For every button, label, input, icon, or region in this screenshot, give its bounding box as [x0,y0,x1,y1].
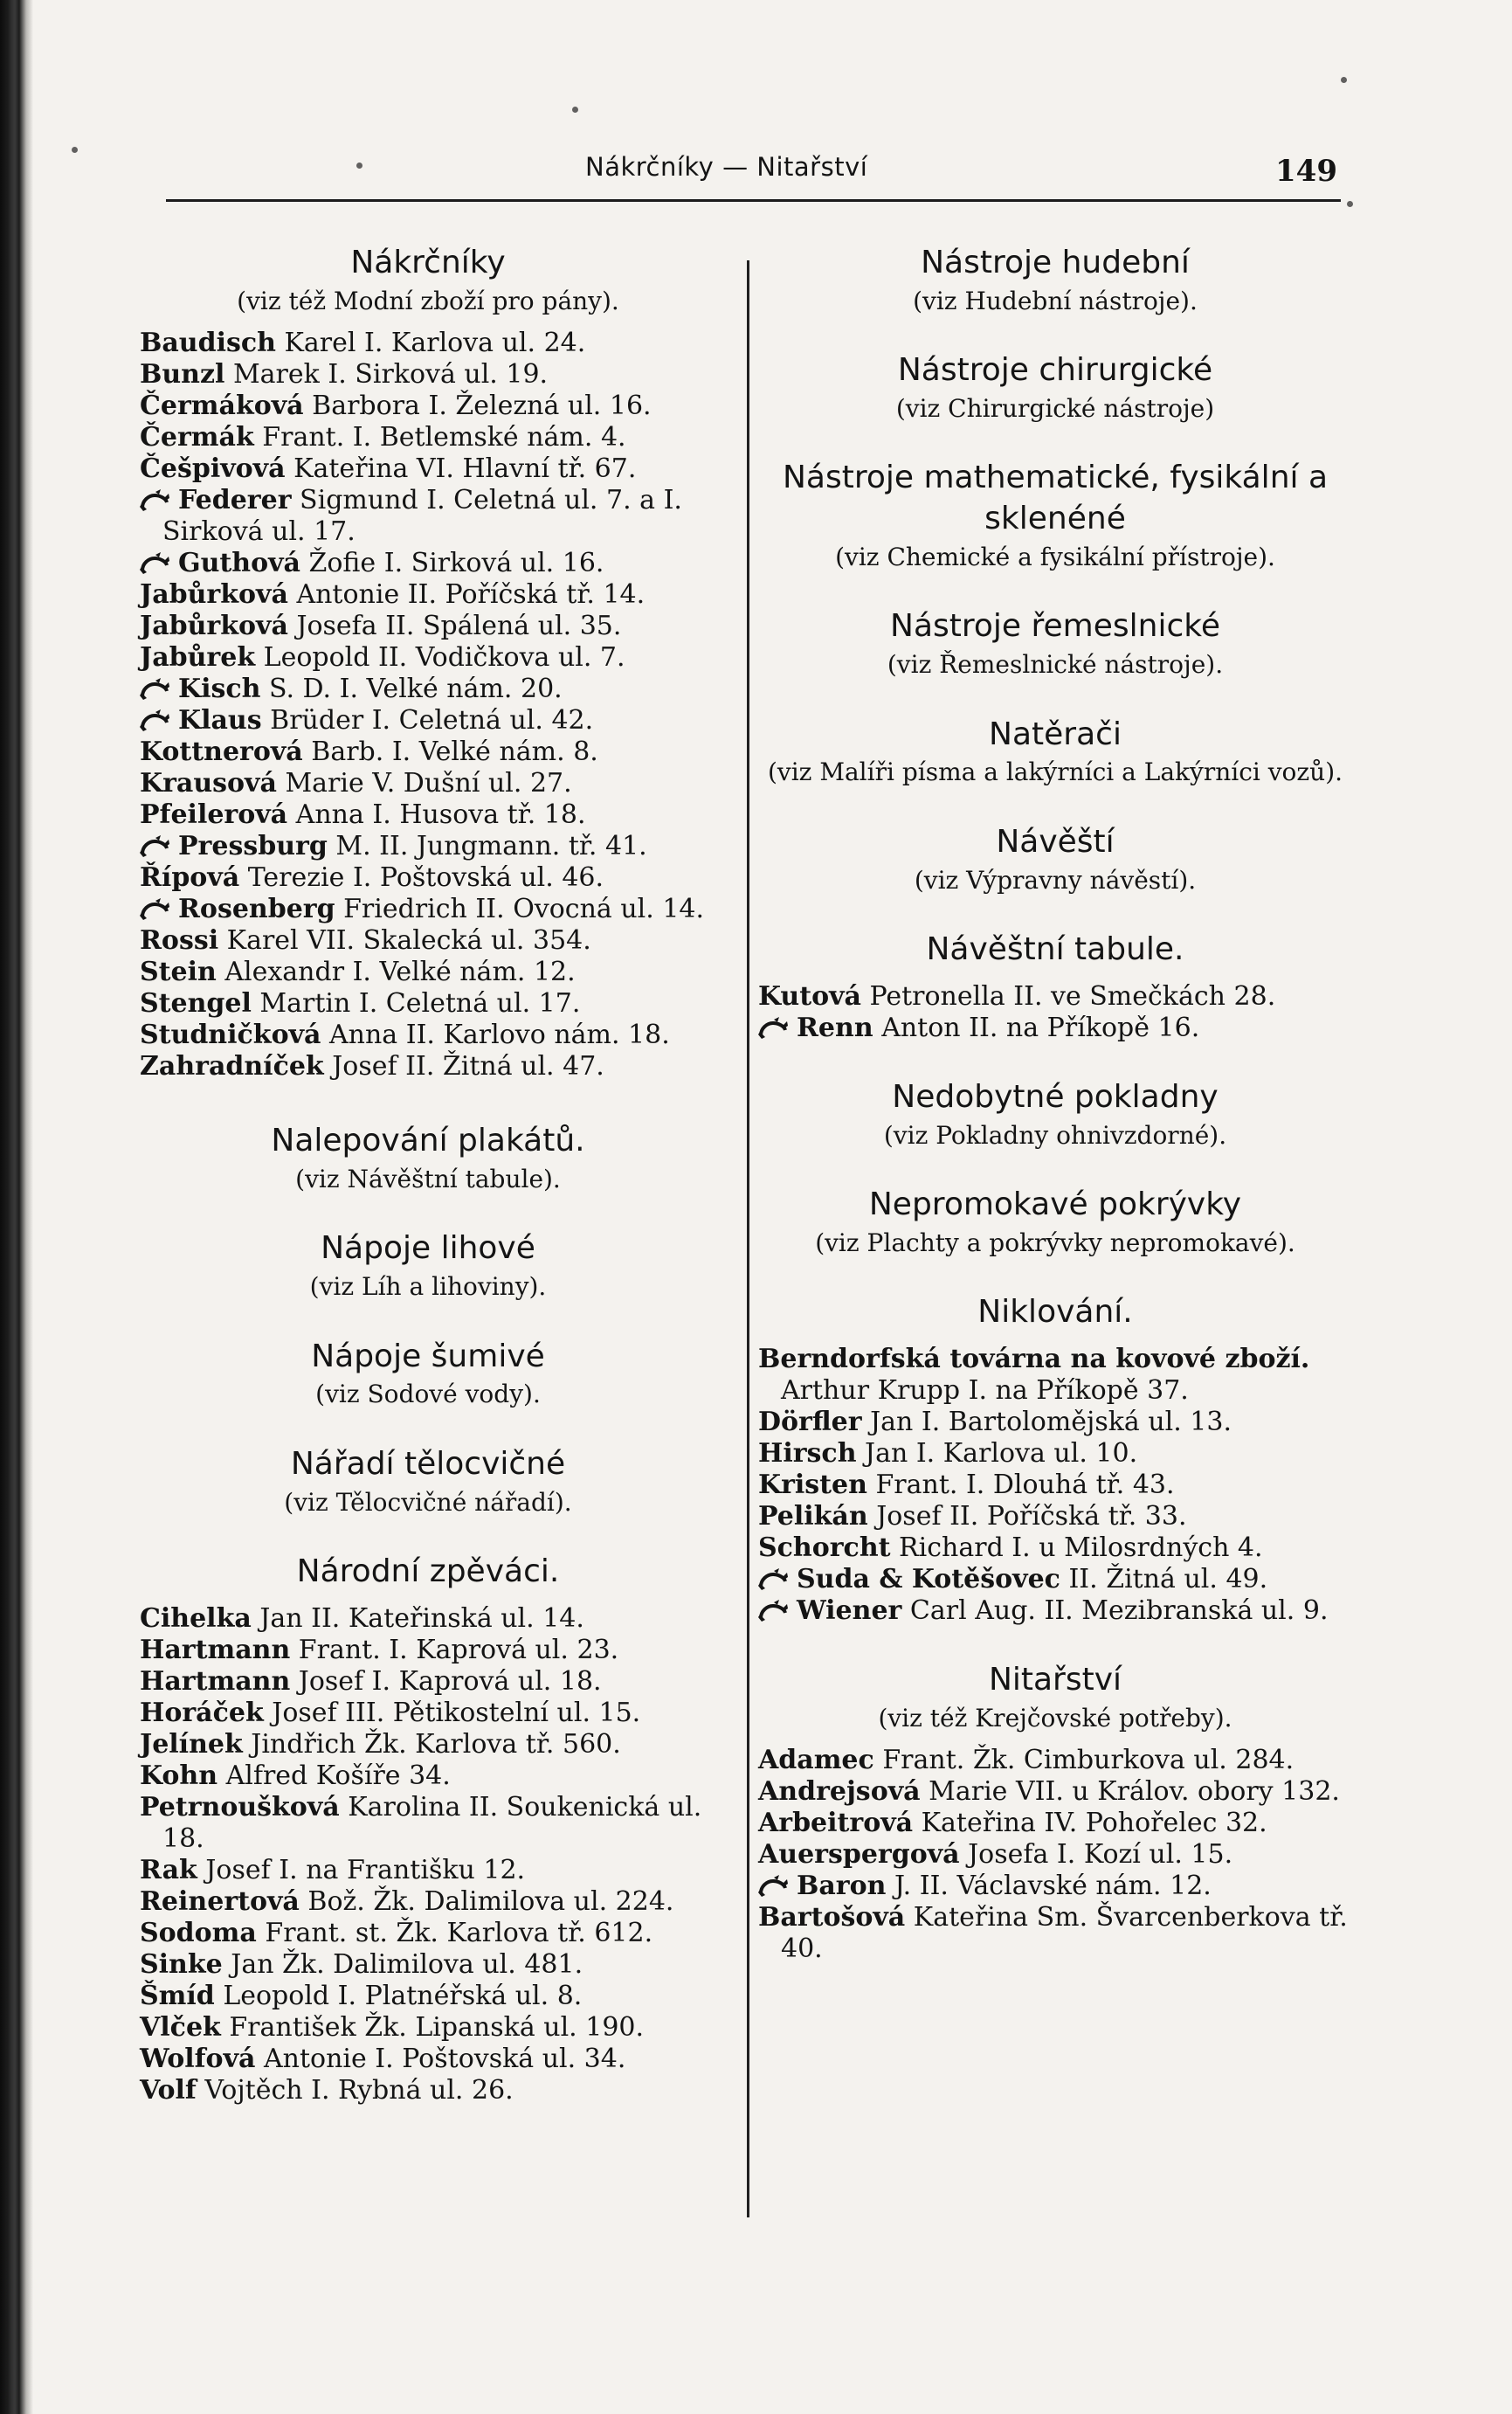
cross-reference: (viz též Modní zboží pro pány). [237,286,619,315]
entry-address: Bož. Žk. Dalimilova ul. 224. [299,1885,674,1917]
directory-entry [140,799,716,831]
telephone-icon [140,488,169,511]
entry-name: Dörfler [758,1406,862,1437]
section-heading: Nářadí tělocvičné [290,1445,566,1482]
entry-address: Jindřich Žk. Karlova tř. 560. [242,1728,621,1760]
entry-name: Andrejsová [758,1776,921,1808]
entry-address: Petronella II. ve Smečkách 28. [860,980,1276,1012]
entry-name: Wolfová [140,2043,256,2074]
entry-name: Řípová [140,862,240,894]
directory-section [140,1337,716,1411]
telephone-icon [140,709,169,731]
entry-name: Renn [797,1012,873,1043]
telephone-icon [758,1567,788,1590]
directory-entry [140,957,716,988]
entry-address: Jan I. Bartolomějská ul. 13. [861,1406,1232,1437]
entry-name: Čermáková [140,391,304,422]
telephone-icon [140,834,169,857]
entry-address: Frant. I. Betlemské nám. 4. [253,422,626,453]
cross-reference: (viz Líh a lihoviny). [309,1272,547,1302]
entry-name: Jabůrková [140,611,288,642]
header-rule [166,199,1341,202]
directory-entry [140,1698,716,1729]
section-heading: Nápoje šumivé [311,1338,545,1374]
entry-address: Jan I. Karlova ul. 10. [856,1437,1138,1469]
entry-list [758,1745,1352,1965]
directory-entry [140,485,716,548]
directory-entry [758,1013,1352,1044]
directory-entry [140,768,716,799]
section-heading: Nalepování plakátů. [271,1123,585,1159]
entry-list [758,1344,1352,1627]
entry-address: Josef II. Žitná ul. 47. [323,1051,604,1082]
directory-entry [140,925,716,957]
directory-entry [140,1949,716,1981]
entry-address: František Žk. Lipanská ul. 190. [220,2011,645,2043]
directory-entry [140,1855,716,1886]
directory-entry [140,1729,716,1760]
entry-address: Sigmund I. Celetná ul. 7. a I. Sirková ul. 17. [162,485,682,548]
directory-section [140,1228,716,1303]
entry-address: J. II. Václavské nám. 12. [886,1871,1212,1902]
entry-name: Studničková [140,1020,321,1051]
entry-address: Marie V. Dušní ul. 27. [276,768,572,799]
directory-entry [140,642,716,674]
entry-address: Barbora I. Železná ul. 16. [303,391,652,422]
directory-entry [140,548,716,579]
entry-address: Martin I. Celetná ul. 17. [251,988,581,1020]
directory-section [758,1292,1352,1627]
directory-section [758,930,1352,1044]
entry-address: Josefa I. Kozí ul. 15. [959,1839,1233,1871]
entry-list [758,981,1352,1044]
section-heading: Národní zpěváci. [296,1553,560,1589]
entry-name: Sinke [140,1948,223,1980]
entry-address: Frant. Žk. Cimburkova ul. 284. [873,1745,1295,1776]
cross-reference: (viz Sodové vody). [315,1380,541,1409]
entry-name: Šmíd [140,1980,215,2011]
directory-section [140,1552,716,2106]
directory-entry [140,2075,716,2106]
cross-reference: (viz též Krejčovské potřeby). [878,1703,1232,1733]
entry-name: Hirsch [758,1437,857,1469]
directory-entry [140,391,716,422]
entry-address: Alexandr I. Velké nám. 12. [216,957,576,988]
entry-name: Auerspergová [758,1839,960,1871]
section-heading: Nápoje lihové [321,1230,535,1267]
cross-reference: (viz Chirurgické nástroje) [895,393,1215,423]
entry-address: Žofie I. Sirková ul. 16. [300,548,604,579]
right-column [758,243,1352,1965]
directory-section [758,822,1352,896]
entry-name: Kisch [178,674,261,705]
entry-address: Frant. I. Kaprová ul. 23. [290,1634,619,1665]
directory-entry [140,1981,716,2012]
directory-section [758,1660,1352,1965]
cross-reference: (viz Malíři písma a lakýrníci a Lakýrníci vozů). [767,757,1343,787]
section-heading: Nástroje hudební [921,245,1190,280]
directory-entry [140,1635,716,1666]
entry-name: Bunzl [140,359,225,391]
directory-entry [140,894,716,925]
entry-address: Josef III. Pětikostelní ul. 15. [263,1697,641,1728]
directory-entry [140,1918,716,1949]
entry-address: II. Žitná ul. 49. [1060,1563,1268,1594]
entry-address: Brüder I. Celetná ul. 42. [261,705,594,737]
print-speck [1341,77,1347,83]
entry-name: Stein [140,957,217,988]
directory-section [758,243,1352,317]
directory-section [758,1185,1352,1259]
running-title: Nákrčníky — Nitařství [585,152,868,182]
entry-name: Češpivová [140,453,286,485]
entry-name: Adamec [758,1745,874,1776]
telephone-icon [758,1016,788,1039]
entry-address: Josef I. na Františku 12. [197,1854,526,1885]
entry-address: Marie VII. u Králov. obory 132. [920,1776,1340,1808]
directory-section [758,458,1352,573]
entry-name: Bartošová [758,1902,906,1933]
cross-reference: (viz Řemeslnické nástroje). [887,650,1224,680]
entry-address: Alfred Košíře 34. [217,1760,451,1791]
entry-address: Marek I. Sirková ul. 19. [224,359,549,391]
section-heading: Nástroje řemeslnické [890,608,1220,645]
directory-section [140,1121,716,1195]
entry-address: Karel VII. Skalecká ul. 354. [218,925,591,957]
directory-entry [758,1595,1352,1627]
directory-entry [140,1020,716,1051]
entry-address: Anna I. Husova tř. 18. [287,799,586,831]
entry-name: Kutová [758,980,861,1012]
entry-name: Klaus [178,705,262,737]
directory-entry [140,328,716,359]
section-heading: Niklování. [977,1294,1133,1331]
directory-entry [758,1501,1352,1532]
entry-address: Carl Aug. II. Mezibranská ul. 9. [901,1594,1329,1626]
entry-address: Josefa II. Spálená ul. 35. [287,611,622,642]
directory-entry [758,1745,1352,1776]
entry-address: Kateřina VI. Hlavní tř. 67. [285,453,637,485]
cross-reference: (viz Pokladny ohnivzdorné). [883,1120,1227,1150]
entry-address: Frant. I. Dlouhá tř. 43. [866,1469,1175,1500]
directory-section [758,350,1352,425]
directory-entry [140,862,716,894]
directory-entry [758,1902,1352,1965]
entry-name: Jabůrková [140,579,288,611]
entry-address: Antonie I. Poštovská ul. 34. [255,2043,626,2074]
cross-reference: (viz Návěštní tabule). [295,1164,561,1193]
directory-entry [140,831,716,862]
entry-name: Cihelka [140,1602,252,1634]
telephone-icon [140,897,169,920]
entry-address: Terezie I. Poštovská ul. 46. [239,862,604,894]
entry-address: Anton II. na Příkopě 16. [873,1012,1200,1043]
entry-name: Rak [140,1854,197,1885]
entry-name: Volf [140,2074,197,2106]
entry-name: Suda & Kotěšovec [797,1563,1060,1594]
page-number: 149 [1275,154,1337,189]
entry-address: Richard I. u Milosrdných 4. [890,1532,1263,1563]
entry-name: Kohn [140,1760,218,1791]
directory-entry [758,1407,1352,1438]
directory-entry [758,1470,1352,1501]
cross-reference: (viz Výpravny návěstí). [914,865,1197,895]
entry-address: Barb. I. Velké nám. 8. [302,737,598,768]
entry-name: Arbeitrová [758,1808,914,1839]
entry-address: Karel I. Karlova ul. 24. [275,328,586,359]
entry-name: Kottnerová [140,737,303,768]
directory-entry [140,2044,716,2075]
entry-name: Baudisch [140,328,276,359]
entry-name: Berndorfská továrna na kovové zboží. [758,1343,1310,1374]
directory-entry [140,453,716,485]
directory-entry [758,1438,1352,1470]
entry-name: Stengel [140,988,252,1020]
entry-name: Jabůrek [140,642,256,674]
entry-name: Krausová [140,768,277,799]
directory-entry [140,737,716,768]
directory-entry [758,1839,1352,1871]
directory-entry [140,579,716,611]
entry-name: Pelikán [758,1500,868,1532]
entry-name: Petrnoušková [140,1791,340,1823]
directory-entry [140,1886,716,1918]
entry-address: Anna II. Karlovo nám. 18. [321,1020,670,1051]
entry-name: Pfeilerová [140,799,288,831]
directory-section [758,715,1352,789]
directory-entry [140,1603,716,1635]
entry-address: M. II. Jungmann. tř. 41. [327,831,647,862]
entry-name: Zahradníček [140,1051,324,1082]
entry-name: Rossi [140,925,219,957]
cross-reference: (viz Plachty a pokrývky nepromokavé). [815,1228,1295,1257]
directory-entry [140,1760,716,1792]
directory-entry [140,611,716,642]
telephone-icon [140,677,169,700]
telephone-icon [140,551,169,574]
directory-entry [140,1792,716,1855]
print-speck [572,107,578,113]
entry-name: Wiener [797,1594,902,1626]
entry-name: Sodoma [140,1917,257,1948]
entry-list [140,1603,716,2106]
entry-name: Jelínek [140,1728,243,1760]
running-head [0,152,1512,196]
telephone-icon [758,1874,788,1897]
entry-address: Leopold II. Vodičkova ul. 7. [255,642,625,674]
directory-entry [140,705,716,737]
directory-entry [140,422,716,453]
directory-entry [758,1808,1352,1839]
section-heading: Nedobytné pokladny [892,1078,1219,1115]
entry-name: Guthová [178,548,300,579]
entry-address: Josef I. Kaprová ul. 18. [290,1665,602,1697]
directory-entry [758,1776,1352,1808]
directory-entry [140,674,716,705]
entry-address: Jan Žk. Dalimilova ul. 481. [222,1948,583,1980]
entry-address: Vojtěch I. Rybná ul. 26. [196,2074,514,2106]
directory-entry [758,981,1352,1013]
entry-name: Hartmann [140,1665,291,1697]
page-edge-shadow [0,0,33,2414]
directory-entry [758,1532,1352,1564]
cross-reference: (viz Tělocvičné nářadí). [284,1487,572,1517]
directory-entry [758,1564,1352,1595]
entry-address: Kateřina IV. Pohořelec 32. [913,1808,1267,1839]
directory-section [758,1077,1352,1152]
entry-address: Leopold I. Platnéřská ul. 8. [214,1980,583,2011]
entry-name: Federer [178,485,292,516]
entry-name: Schorcht [758,1532,891,1563]
entry-address: Josef II. Poříčská tř. 33. [867,1500,1187,1532]
directory-entry [140,988,716,1020]
entry-name: Hartmann [140,1634,291,1665]
entry-address: Karolina II. Soukenická ul. 18. [162,1791,702,1854]
entry-name: Horáček [140,1697,264,1728]
directory-entry [140,359,716,391]
directory-entry [758,1344,1352,1407]
print-speck [1347,201,1353,207]
entry-name: Pressburg [178,831,328,862]
entry-list [140,328,716,1082]
entry-name: Rosenberg [178,894,335,925]
telephone-icon [758,1599,788,1622]
entry-address: Antonie II. Poříčská tř. 14. [287,579,646,611]
directory-entry [140,2012,716,2044]
section-heading: Nitařství [988,1661,1122,1698]
section-heading: Návěští [996,823,1115,860]
directory-entry [140,1051,716,1082]
directory-entry [758,1871,1352,1902]
entry-name: Vlček [140,2011,221,2043]
entry-name: Reinertová [140,1885,300,1917]
cross-reference: (viz Hudební nástroje). [913,286,1198,315]
directory-section [140,243,716,1082]
directory-entry [140,1666,716,1698]
column-divider [747,260,749,2217]
entry-address: Jan II. Kateřinská ul. 14. [251,1602,584,1634]
entry-address: S. D. I. Velké nám. 20. [260,674,563,705]
section-heading: Nástroje mathematické, fysikální a sklenéné [782,460,1329,537]
entry-name: Baron [797,1871,887,1902]
section-heading: Nástroje chirurgické [897,352,1213,389]
section-heading: Natěrači [989,716,1122,752]
entry-address: Frant. st. Žk. Karlova tř. 612. [256,1917,653,1948]
section-heading: Nákrčníky [350,245,506,280]
entry-address: Arthur Krupp I. na Příkopě 37. [781,1374,1189,1406]
entry-name: Čermák [140,422,254,453]
section-heading: Nepromokavé pokrývky [868,1186,1242,1222]
section-heading: Návěštní tabule. [926,930,1184,967]
entry-address: Friedrich II. Ovocná ul. 14. [335,894,705,925]
cross-reference: (viz Chemické a fysikální přístroje). [835,542,1275,571]
entry-name: Kristen [758,1469,867,1500]
left-column [140,243,716,2106]
directory-section [140,1444,716,1518]
directory-section [758,606,1352,681]
entry-address: Kateřina Sm. Švarcenberkova tř. 40. [781,1902,1348,1965]
